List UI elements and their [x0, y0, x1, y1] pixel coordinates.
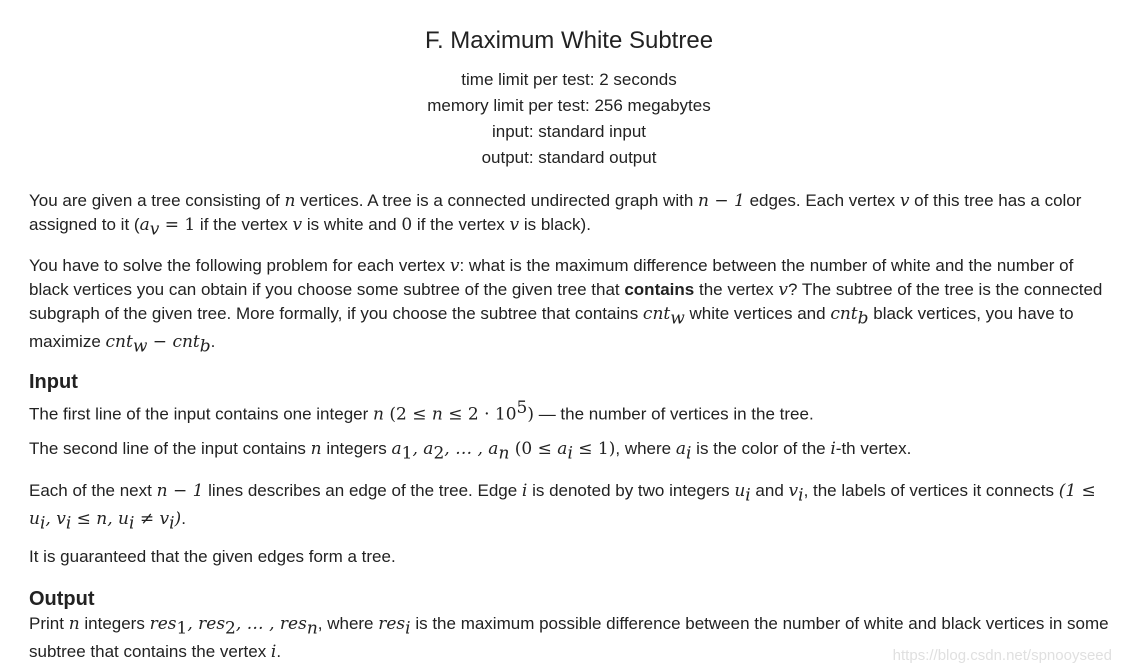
- math-sub: i: [39, 513, 46, 534]
- math-sub: v: [149, 219, 160, 240]
- math-sup: 5: [516, 398, 528, 418]
- text: edges. Each vertex: [744, 191, 900, 210]
- math: u: [734, 481, 746, 501]
- math-sub: 1: [401, 443, 413, 464]
- math: res: [149, 614, 177, 634]
- text: if the vertex: [412, 215, 510, 234]
- math: cnt: [172, 332, 200, 353]
- text: , where: [317, 614, 379, 633]
- math: v: [899, 191, 910, 211]
- math: (1 ≤ u: [29, 481, 1096, 530]
- text: : what is the maximum difference between the number of white and the number of black vertices you can obtain if you choose some subtree of the given tree that: [29, 256, 1074, 299]
- math: v: [778, 280, 788, 300]
- bold-text: contains: [624, 280, 695, 299]
- math: n − 1: [156, 481, 204, 501]
- text: and: [750, 481, 789, 500]
- input-line-2: [29, 437, 1109, 465]
- math: , v: [45, 509, 66, 530]
- math: ≠ v: [134, 509, 170, 530]
- math: , … , a: [444, 439, 499, 459]
- math: n: [372, 404, 384, 425]
- math-sub: i: [65, 513, 72, 534]
- statement-paragraph-2: [29, 254, 1109, 359]
- text: -th vertex.: [835, 439, 912, 458]
- math-sub: i: [686, 443, 692, 464]
- math: (2 ≤: [383, 404, 432, 425]
- math: cnt: [105, 332, 133, 353]
- math: ≤ 2 · 10: [442, 404, 517, 425]
- text: The first line of the input contains one integer: [29, 404, 373, 424]
- text: .: [210, 332, 216, 352]
- text: You are given a tree consisting of: [29, 191, 285, 210]
- text: if the vertex: [195, 215, 293, 234]
- math: n: [284, 191, 296, 211]
- math: v: [449, 256, 460, 276]
- text: of this tree has a color assigned to it (: [29, 191, 1082, 234]
- memory-limit: memory limit per test: 256 megabytes: [427, 96, 711, 115]
- time-limit: time limit per test: 2 seconds: [461, 70, 677, 89]
- text: Each of the next: [29, 481, 157, 500]
- math: i: [270, 642, 277, 663]
- math: i: [521, 481, 528, 501]
- text: , where: [615, 439, 676, 458]
- text: black vertices, you have to maximize: [29, 304, 1074, 352]
- math: res: [378, 614, 406, 634]
- output-heading: Output: [29, 588, 95, 610]
- text: is black).: [519, 215, 591, 234]
- input-heading: Input: [29, 371, 78, 393]
- statement-paragraph-1: [29, 189, 1109, 241]
- text: is the color of the: [691, 439, 831, 458]
- math: ≤ 1): [572, 439, 616, 459]
- math-sub: n: [498, 443, 510, 464]
- math: , res: [187, 614, 226, 634]
- math: a: [139, 215, 150, 235]
- math: ): [527, 404, 534, 425]
- math-sub: i: [745, 485, 751, 506]
- math: n: [68, 614, 80, 634]
- text: — the number of vertices in the tree.: [533, 404, 814, 424]
- text: integers: [321, 439, 392, 458]
- math: cnt: [642, 304, 671, 324]
- math: a: [557, 439, 568, 459]
- input-file: input: standard input: [491, 122, 647, 141]
- text: You have to solve the following problem for each vertex: [29, 256, 450, 275]
- math-sub: i: [169, 513, 175, 534]
- text: integers: [79, 614, 150, 633]
- text: .: [181, 509, 186, 529]
- math: n: [310, 439, 322, 459]
- math: ): [174, 509, 182, 530]
- math: , a: [412, 439, 434, 459]
- text: white vertices and: [684, 304, 831, 323]
- text: Print: [29, 614, 69, 633]
- math-sub: n: [306, 618, 318, 639]
- text: , the labels of vertices it connects: [803, 481, 1059, 500]
- text: is the maximum possible difference between the number of white and black vertices in some subtree that contains the vertex: [29, 614, 1109, 662]
- math-sub: b: [857, 308, 869, 329]
- math: a: [391, 439, 402, 459]
- math-sub: w: [132, 336, 148, 357]
- math: n − 1: [698, 191, 745, 211]
- text: is white and: [302, 215, 402, 234]
- math-sub: i: [798, 485, 804, 506]
- text: lines describes an edge of the tree. Edge: [203, 481, 522, 500]
- watermark: https://blog.csdn.net/spnooyseed: [892, 647, 1112, 664]
- math: cnt: [830, 304, 858, 324]
- input-line-4: It is guaranteed that the given edges form a tree.: [29, 547, 396, 566]
- input-line-3: [29, 479, 1109, 536]
- math: a: [675, 439, 686, 459]
- math-sub: i: [567, 443, 573, 464]
- math: (0 ≤: [509, 439, 558, 459]
- math: n: [431, 404, 443, 425]
- text: the vertex: [694, 280, 779, 299]
- input-line-1: [29, 396, 1109, 427]
- math-sub: w: [670, 308, 685, 329]
- math-sub: b: [199, 336, 211, 357]
- math: v: [292, 215, 303, 235]
- text: ? The subtree of the tree is the connected subgraph of the given tree. More formally, if you choose the subtree that contains: [29, 280, 1103, 323]
- math: , … , res: [235, 614, 307, 634]
- math: v: [509, 215, 520, 235]
- output-file: output: standard output: [481, 148, 657, 167]
- math: i: [830, 439, 836, 459]
- math-sub: i: [129, 513, 135, 534]
- math-sub: i: [405, 618, 411, 639]
- math: ≤ n, u: [71, 509, 130, 530]
- math: 0: [401, 215, 413, 235]
- text: .: [276, 642, 282, 662]
- math: −: [147, 332, 173, 353]
- math-sub: 2: [225, 618, 236, 639]
- text: The second line of the input contains: [29, 439, 311, 458]
- text: vertices. A tree is a connected undirected graph with: [295, 191, 699, 210]
- problem-title: F. Maximum White Subtree: [424, 27, 714, 54]
- math: = 1: [159, 215, 196, 235]
- math: v: [788, 481, 799, 501]
- text: is denoted by two integers: [527, 481, 735, 500]
- math-sub: 2: [433, 443, 445, 464]
- math-sub: 1: [176, 618, 188, 639]
